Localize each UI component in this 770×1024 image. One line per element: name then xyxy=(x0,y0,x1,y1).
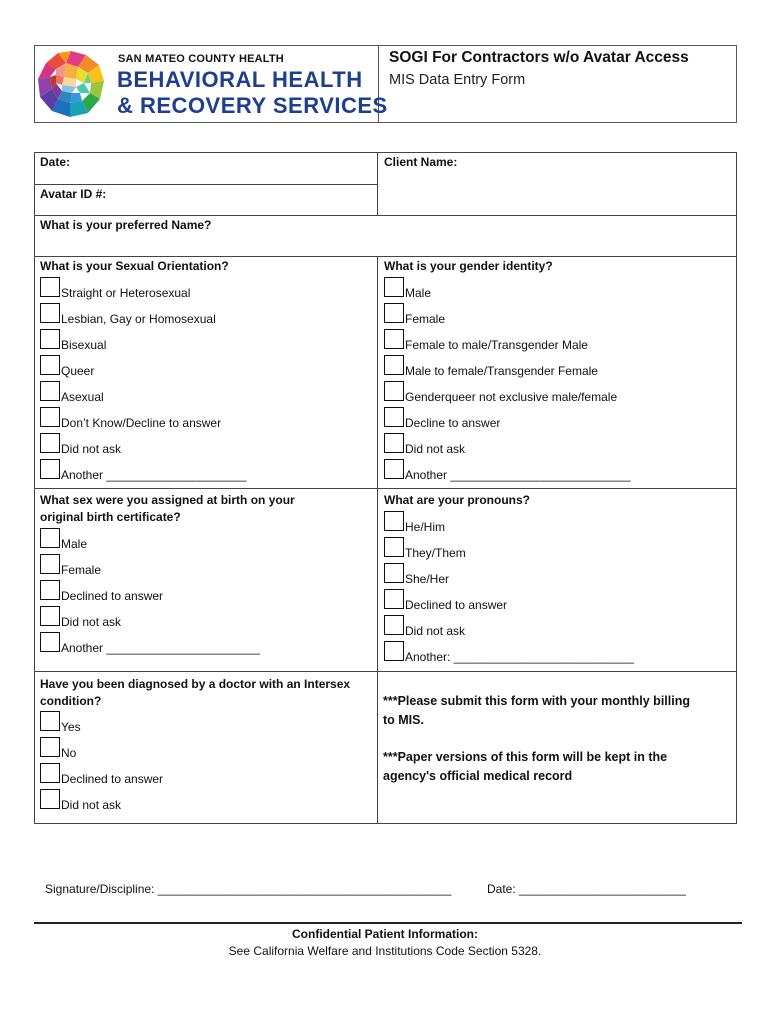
intersex-option: Yes xyxy=(61,720,81,734)
pronouns-checkbox[interactable] xyxy=(384,589,404,609)
birth-sex-option: Male xyxy=(61,537,88,551)
gender-checkbox[interactable] xyxy=(384,381,404,401)
org-name-line2: & RECOVERY SERVICES xyxy=(117,93,388,118)
gender-checkbox[interactable] xyxy=(384,407,404,427)
org-name-top: SAN MATEO COUNTY HEALTH xyxy=(118,53,284,65)
divider-date xyxy=(34,184,377,185)
orientation-checkbox[interactable] xyxy=(40,459,60,479)
signature-line[interactable]: Signature/Discipline: ____________________________________________ xyxy=(45,882,452,896)
pronouns-checkbox[interactable] xyxy=(384,615,404,635)
birth-sex-checkbox[interactable] xyxy=(40,580,60,600)
pronouns-option: She/Her xyxy=(405,572,450,586)
orientation-checkbox[interactable] xyxy=(40,277,60,297)
table-border-top xyxy=(34,152,737,153)
form-title: SOGI For Contractors w/o Avatar Access xyxy=(389,49,689,66)
gender-option: Male xyxy=(405,286,432,300)
divider-birth-sex xyxy=(34,671,737,672)
divider-orientation xyxy=(34,488,737,489)
code-reference: See California Welfare and Institutions Code Section 5328. xyxy=(228,944,542,958)
orientation-question: What is your Sexual Orientation? xyxy=(40,259,229,273)
org-name-line1: BEHAVIORAL HEALTH xyxy=(117,67,363,92)
birth-sex-checkbox[interactable] xyxy=(40,528,60,548)
paper-version-note-line1: ***Paper versions of this form will be kept in the xyxy=(383,750,668,764)
gender-question: What is your gender identity? xyxy=(384,259,553,273)
agency-logo-icon xyxy=(36,49,106,119)
gender-option: Another ___________________________ xyxy=(405,468,631,482)
gender-checkbox[interactable] xyxy=(384,303,404,323)
paper-version-note xyxy=(383,748,667,786)
divider-preferred xyxy=(34,256,737,257)
orientation-option: Asexual xyxy=(61,390,104,404)
birth-sex-question-line2: original birth certificate? xyxy=(40,510,181,524)
orientation-checkbox[interactable] xyxy=(40,407,60,427)
orientation-checkbox[interactable] xyxy=(40,303,60,323)
paper-version-note-line2: agency's official medical record xyxy=(383,769,573,783)
gender-option: Decline to answer xyxy=(405,416,501,430)
gender-checkbox[interactable] xyxy=(384,433,404,453)
submission-note xyxy=(383,692,690,730)
pronouns-option: He/Him xyxy=(405,520,446,534)
gender-checkbox[interactable] xyxy=(384,277,404,297)
org-name-main xyxy=(117,67,388,119)
pronouns-checkbox[interactable] xyxy=(384,563,404,583)
intersex-option: No xyxy=(61,746,77,760)
orientation-option: Straight or Heterosexual xyxy=(61,286,191,300)
orientation-option: Lesbian, Gay or Homosexual xyxy=(61,312,216,326)
gender-option: Male to female/Transgender Female xyxy=(405,364,598,378)
birth-sex-option: Another _______________________ xyxy=(61,641,260,655)
intersex-checkbox[interactable] xyxy=(40,789,60,809)
pronouns-checkbox[interactable] xyxy=(384,511,404,531)
confidential-notice: Confidential Patient Information: xyxy=(292,927,478,941)
gender-option: Female xyxy=(405,312,446,326)
intersex-checkbox[interactable] xyxy=(40,737,60,757)
pronouns-question: What are your pronouns? xyxy=(384,493,531,507)
footer-rule xyxy=(34,922,742,924)
table-border-bottom xyxy=(34,823,737,824)
orientation-checkbox[interactable] xyxy=(40,433,60,453)
birth-sex-option: Female xyxy=(61,563,102,577)
pronouns-checkbox[interactable] xyxy=(384,537,404,557)
orientation-checkbox[interactable] xyxy=(40,381,60,401)
birth-sex-checkbox[interactable] xyxy=(40,606,60,626)
birth-sex-question xyxy=(40,492,295,526)
client-name-label: Client Name: xyxy=(384,155,458,169)
pronouns-option: They/Them xyxy=(405,546,466,560)
birth-sex-option: Declined to answer xyxy=(61,589,164,603)
submission-note-line2: to MIS. xyxy=(383,713,424,727)
gender-checkbox[interactable] xyxy=(384,355,404,375)
orientation-checkbox[interactable] xyxy=(40,329,60,349)
gender-option: Did not ask xyxy=(405,442,466,456)
birth-sex-question-line1: What sex were you assigned at birth on your xyxy=(40,493,295,507)
preferred-name-label: What is your preferred Name? xyxy=(40,218,212,232)
intersex-checkbox[interactable] xyxy=(40,711,60,731)
intersex-question xyxy=(40,676,350,710)
birth-sex-option: Did not ask xyxy=(61,615,122,629)
divider-middle xyxy=(377,256,378,823)
intersex-option: Declined to answer xyxy=(61,772,164,786)
gender-option: Female to male/Transgender Male xyxy=(405,338,588,352)
divider-avatar xyxy=(34,215,737,216)
birth-sex-checkbox[interactable] xyxy=(40,632,60,652)
intersex-question-line1: Have you been diagnosed by a doctor with an Intersex xyxy=(40,677,351,691)
orientation-option: Don’t Know/Decline to answer xyxy=(61,416,222,430)
intersex-option: Did not ask xyxy=(61,798,122,812)
orientation-option: Queer xyxy=(61,364,95,378)
divider-client xyxy=(377,152,378,215)
date-field-label: Date: xyxy=(40,155,71,169)
submission-note-line1: ***Please submit this form with your monthly billing xyxy=(383,694,690,708)
signature-date-line[interactable]: Date: _________________________ xyxy=(487,882,686,896)
pronouns-option: Did not ask xyxy=(405,624,466,638)
orientation-option: Did not ask xyxy=(61,442,122,456)
orientation-option: Bisexual xyxy=(61,338,107,352)
pronouns-checkbox[interactable] xyxy=(384,641,404,661)
pronouns-option: Declined to answer xyxy=(405,598,508,612)
intersex-question-line2: condition? xyxy=(40,694,102,708)
pronouns-option: Another: ___________________________ xyxy=(405,650,634,664)
gender-checkbox[interactable] xyxy=(384,459,404,479)
orientation-option: Another _____________________ xyxy=(61,468,247,482)
gender-checkbox[interactable] xyxy=(384,329,404,349)
avatar-id-label: Avatar ID #: xyxy=(40,187,107,201)
gender-option: Genderqueer not exclusive male/female xyxy=(405,390,618,404)
intersex-checkbox[interactable] xyxy=(40,763,60,783)
birth-sex-checkbox[interactable] xyxy=(40,554,60,574)
form-subtitle: MIS Data Entry Form xyxy=(389,72,526,88)
orientation-checkbox[interactable] xyxy=(40,355,60,375)
